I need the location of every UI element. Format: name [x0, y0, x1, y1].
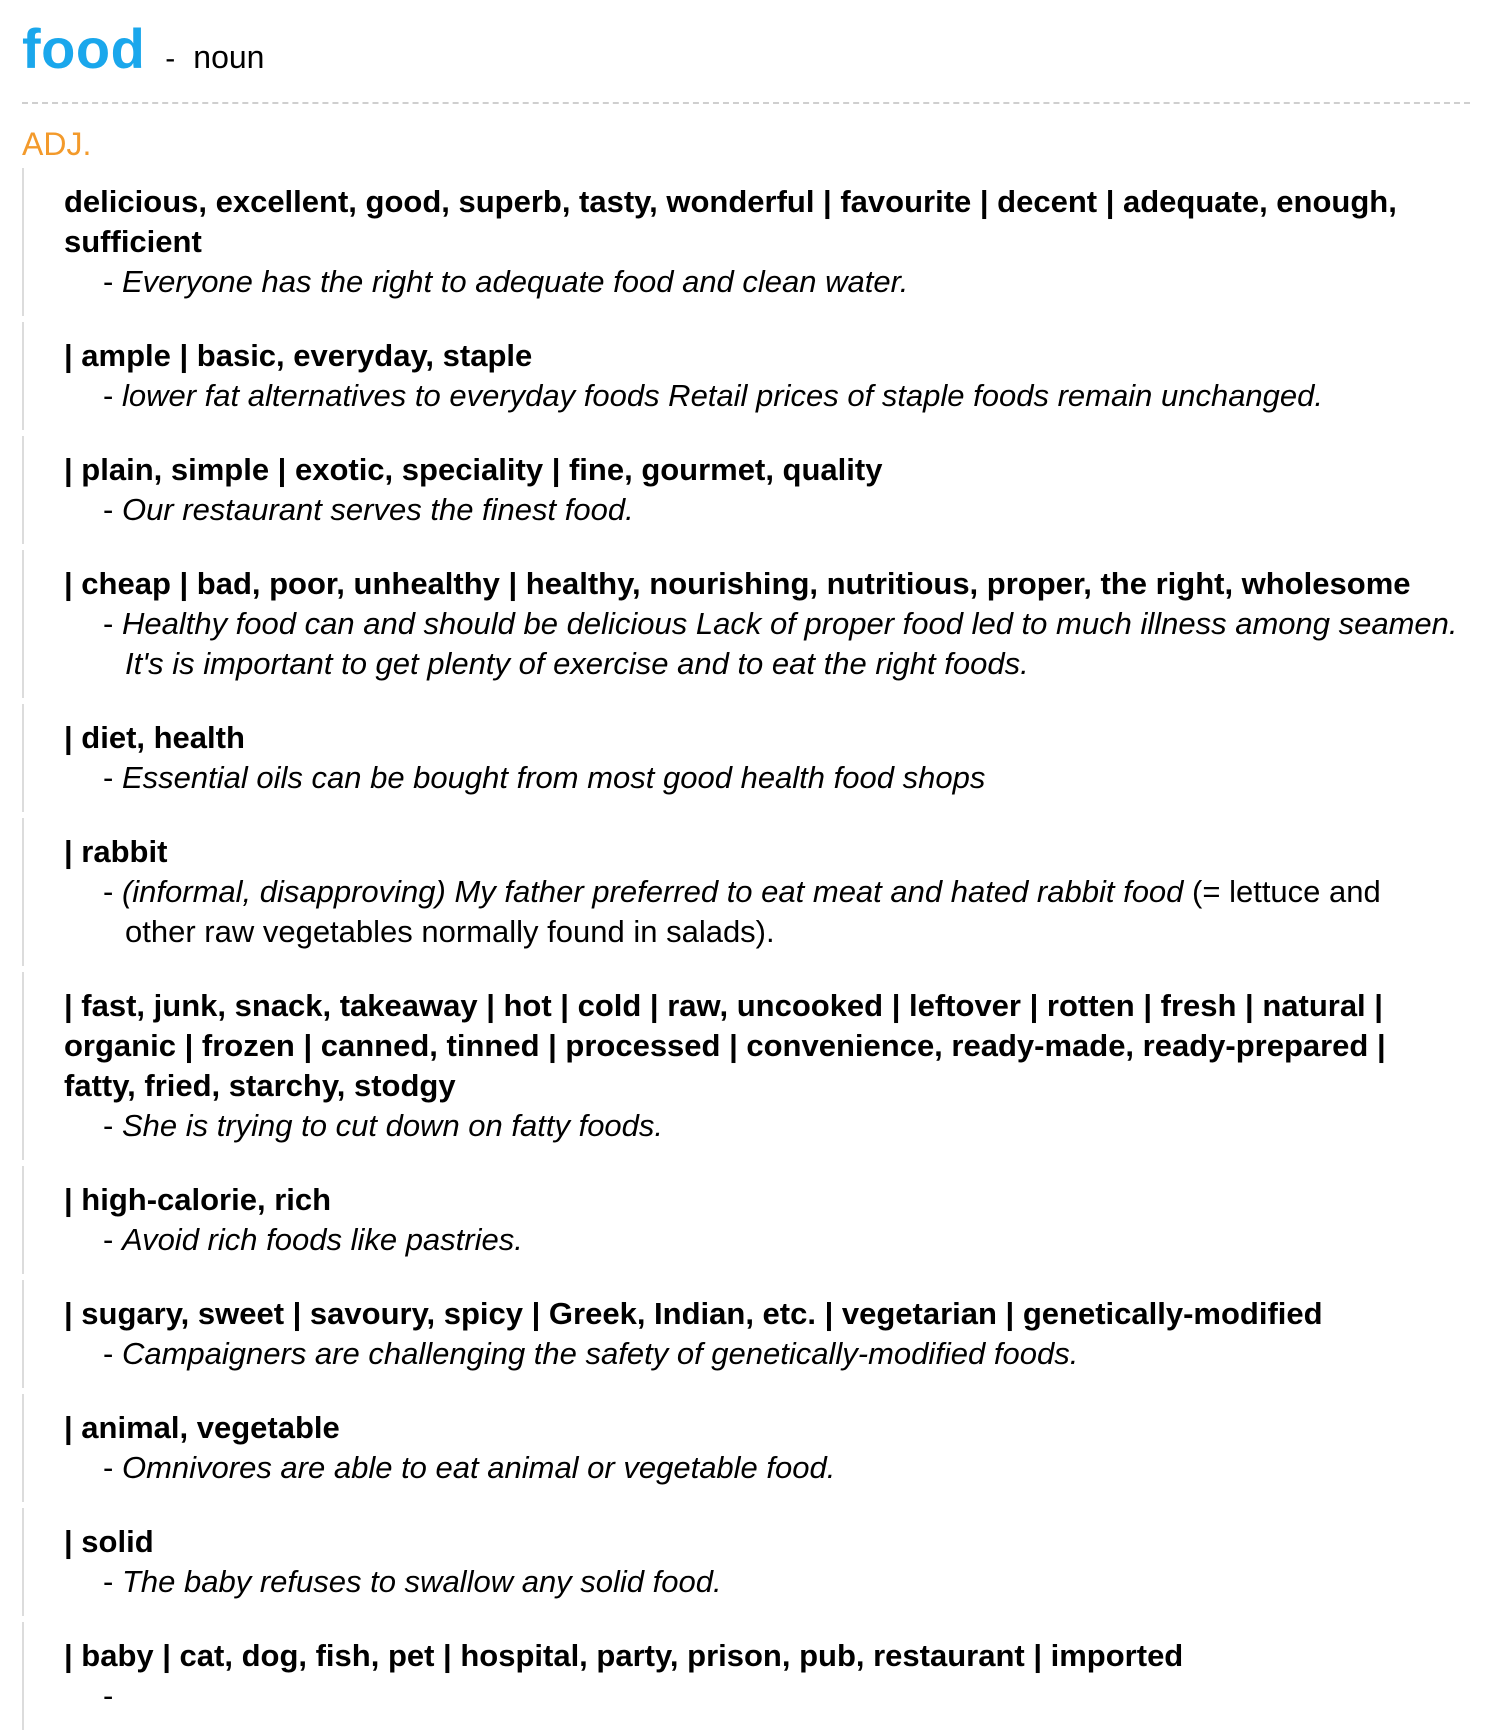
collocates: | high-calorie, rich: [64, 1182, 332, 1217]
example-dash: -: [103, 264, 114, 299]
collocates: | rabbit: [64, 834, 168, 869]
example-sentence: [86, 490, 1458, 530]
example-text: Healthy food can and should be delicious Lack of proper food led to much illness among seamen. It's is important to get plenty of exercise and to eat the right foods.: [121, 606, 1458, 681]
collocates: | plain, simple | exotic, speciality | fine, gourmet, quality: [64, 452, 883, 487]
header-divider: [22, 102, 1470, 104]
headword: food: [22, 17, 146, 80]
example-dash: -: [103, 378, 114, 413]
collocation-entry: [22, 550, 1458, 698]
example-text: Everyone has the right to adequate food and clean water.: [121, 264, 909, 299]
example-text: The baby refuses to swallow any solid food.: [121, 1564, 722, 1599]
collocation-entry: [22, 168, 1458, 316]
collocation-entry: [22, 1280, 1458, 1388]
collocates: | ample | basic, everyday, staple: [64, 338, 533, 373]
example-text: Campaigners are challenging the safety of genetically-modified foods.: [121, 1336, 1079, 1371]
example-sentence: [86, 1334, 1458, 1374]
collocation-entry: [22, 436, 1458, 544]
example-sentence: [86, 1562, 1458, 1602]
example-sentence: [86, 1448, 1458, 1488]
example-dash: -: [103, 1336, 114, 1371]
collocates: | animal, vegetable: [64, 1410, 340, 1445]
collocation-entry: [22, 1508, 1458, 1616]
collocation-entry: [22, 704, 1458, 812]
example-dash: -: [103, 1108, 114, 1143]
example-dash: -: [103, 492, 114, 527]
example-sentence: [86, 1676, 1458, 1716]
header-separator: -: [165, 42, 176, 75]
example-dash: -: [103, 760, 114, 795]
example-sentence: [86, 872, 1458, 952]
collocation-entry: [22, 1166, 1458, 1274]
collocation-list: [22, 168, 1458, 1730]
example-sentence: [86, 758, 1458, 798]
collocates: | baby | cat, dog, fish, pet | hospital, party, prison, pub, restaurant | imported: [64, 1638, 1184, 1673]
collocates: | diet, health: [64, 720, 245, 755]
example-sentence: [86, 262, 1458, 302]
example-text: Avoid rich foods like pastries.: [121, 1222, 523, 1257]
example-sentence: [86, 1220, 1458, 1260]
entry-header: [22, 14, 1458, 84]
collocation-entry: [22, 1622, 1458, 1730]
example-text: Essential oils can be bought from most good health food shops: [121, 760, 986, 795]
example-dash: -: [103, 874, 114, 909]
collocation-entry: [22, 972, 1458, 1160]
collocation-entry: [22, 1394, 1458, 1502]
part-of-speech: noun: [193, 39, 265, 75]
collocates: | sugary, sweet | savoury, spicy | Greek, Indian, etc. | vegetarian | genetically-modified: [64, 1296, 1323, 1331]
section-label: ADJ.: [22, 126, 92, 162]
collocates: delicious, excellent, good, superb, tasty, wonderful | favourite | decent | adequate, enough, sufficient: [64, 184, 1397, 259]
example-dash: -: [103, 606, 114, 641]
example-sentence: [86, 1106, 1458, 1146]
example-dash: -: [103, 1678, 114, 1713]
example-text: She is trying to cut down on fatty foods.: [121, 1108, 664, 1143]
collocates: | cheap | bad, poor, unhealthy | healthy, nourishing, nutritious, proper, the right, wholesome: [64, 566, 1411, 601]
collocates: | fast, junk, snack, takeaway | hot | cold | raw, uncooked | leftover | rotten | fresh | natural | organic | frozen | canned, tinned | processed | convenience, ready-made, ready-prepared | fatty, fried, starchy, stodgy: [64, 988, 1386, 1103]
example-dash: -: [103, 1450, 114, 1485]
example-text: Omnivores are able to eat animal or vegetable food.: [121, 1450, 836, 1485]
collocation-entry: [22, 322, 1458, 430]
example-sentence: [86, 376, 1458, 416]
example-sentence: [86, 604, 1458, 684]
example-dash: -: [103, 1564, 114, 1599]
example-dash: -: [103, 1222, 114, 1257]
example-gloss: (= lettuce and other raw vegetables normally found in salads).: [125, 874, 1381, 949]
example-text: Our restaurant serves the finest food.: [121, 492, 634, 527]
collocates: | solid: [64, 1524, 154, 1559]
collocation-entry: [22, 818, 1458, 966]
example-text: lower fat alternatives to everyday foods Retail prices of staple foods remain unchanged.: [121, 378, 1324, 413]
example-text: (informal, disapproving) My father preferred to eat meat and hated rabbit food: [121, 874, 1184, 909]
